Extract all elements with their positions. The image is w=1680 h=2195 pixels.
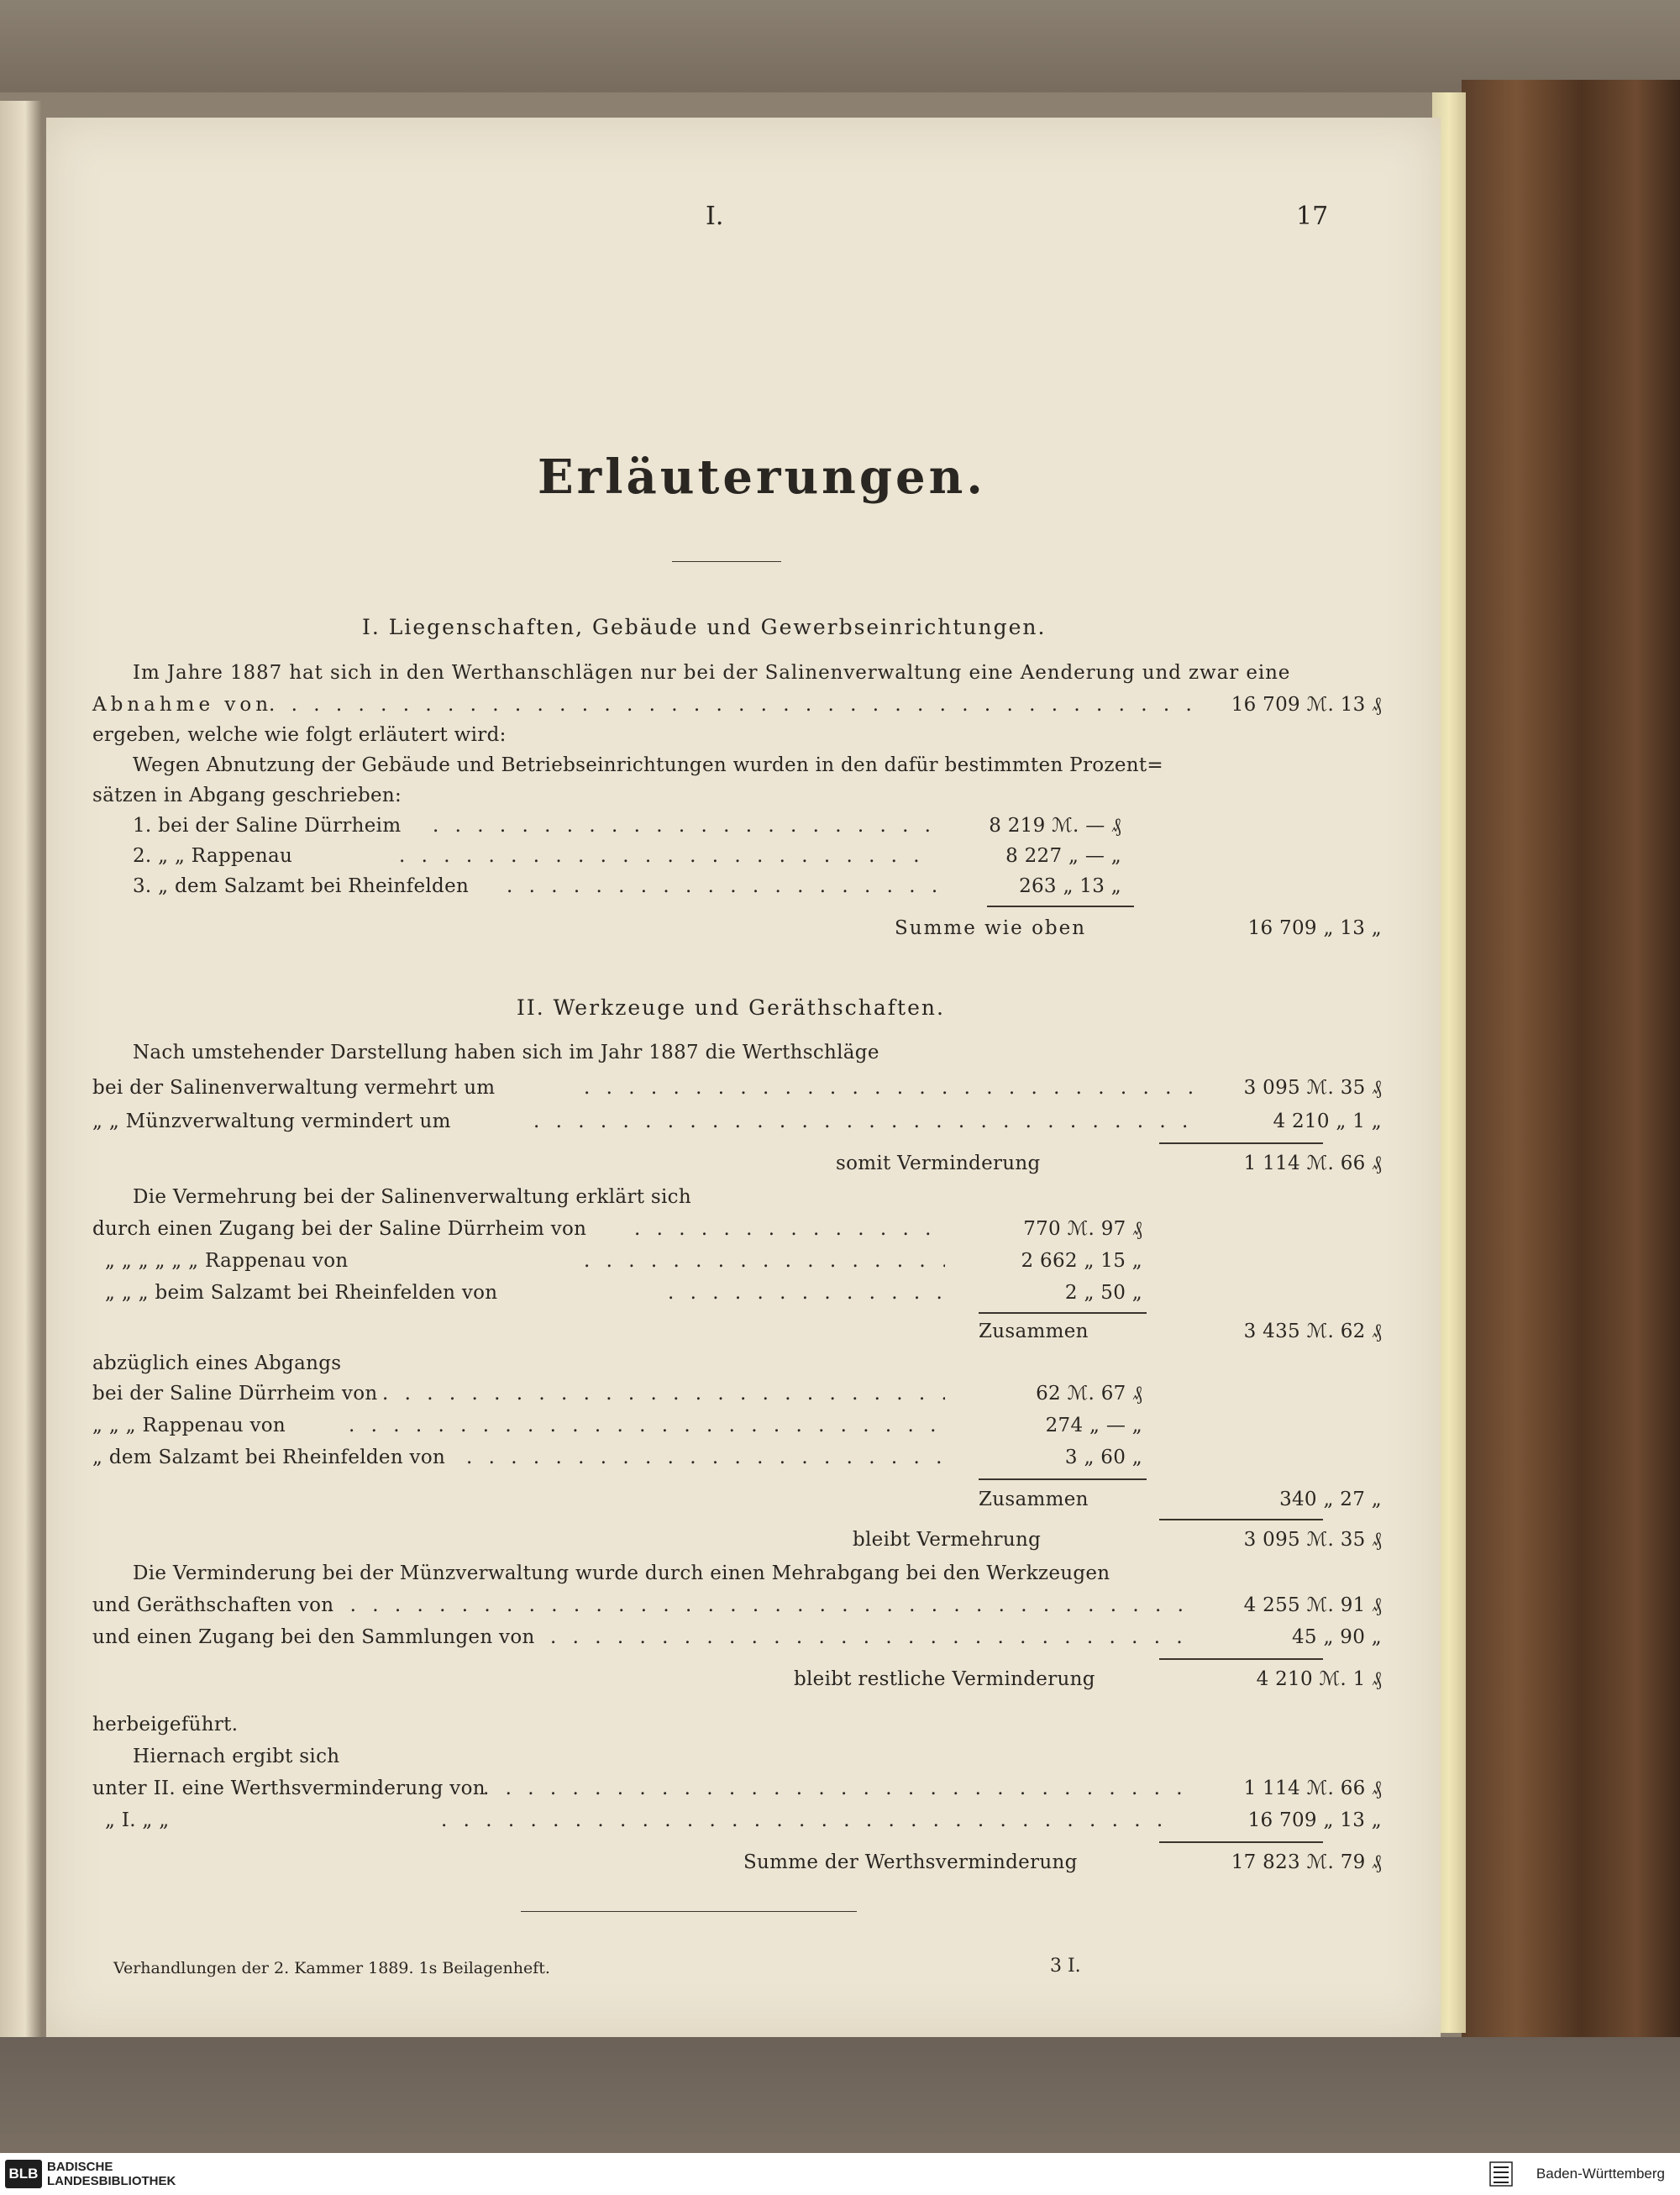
footer-signature: 3 I. <box>1050 1956 1081 1977</box>
leader-dots <box>269 694 1197 716</box>
library-name[interactable] <box>47 2160 176 2188</box>
sum-rule <box>1159 1658 1323 1660</box>
section-1-item-2-amount: 8 227 „ — „ <box>1005 845 1121 867</box>
section-2-abgang-1-amount: 62 ℳ. 67 ₰ <box>1036 1383 1142 1405</box>
page-number: 17 <box>1296 202 1329 231</box>
leader-dots <box>584 1250 945 1272</box>
section-1-paragraph-line-2: sätzen in Abgang geschrieben: <box>92 785 402 806</box>
section-2-zusammen-2-amount: 340 „ 27 „ <box>1279 1489 1382 1510</box>
section-2-row-a2-amount: 4 210 „ 1 „ <box>1273 1111 1382 1132</box>
leader-dots <box>634 1218 945 1240</box>
book-cover-edge <box>1462 80 1680 2037</box>
partner-name[interactable]: Baden-Württemberg <box>1536 2166 1665 2182</box>
section-2-herbei: herbeigeführt. <box>92 1714 239 1736</box>
title-divider <box>672 561 781 562</box>
section-2-intro: Nach umstehender Darstellung haben sich im Jahr 1887 die Werthschläge <box>133 1042 879 1063</box>
section-2-vermehrung-intro: Die Vermehrung bei der Salinenverwaltung erklärt sich <box>133 1186 691 1208</box>
section-1-item-1-label: 1. bei der Saline Dürrheim <box>133 815 402 837</box>
section-1-heading: I. Liegenschaften, Gebäude und Gewerbseinrichtungen. <box>362 615 1047 639</box>
blb-logo[interactable]: BLB <box>5 2160 42 2188</box>
section-2-abgang-3-amount: 3 „ 60 „ <box>1064 1447 1142 1468</box>
sum-rule <box>987 906 1134 907</box>
section-2-abgang-3-label: „ dem Salzamt bei Rheinfelden von <box>92 1447 446 1468</box>
section-2-zugang-2-amount: 2 662 „ 15 „ <box>1021 1250 1142 1272</box>
section-2-abgang-intro: abzüglich eines Abgangs <box>92 1352 342 1374</box>
library-name-line-2: LANDESBIBLIOTHEK <box>47 2174 176 2188</box>
sum-rule <box>1159 1841 1323 1843</box>
section-2-zugang-3-amount: 2 „ 50 „ <box>1064 1282 1142 1304</box>
section-2-bleibt-label: bleibt Vermehrung <box>853 1529 1042 1551</box>
section-1-item-2-label: 2. „ „ Rappenau <box>133 845 293 867</box>
section-1-intro-line-1: Im Jahre 1887 hat sich in den Werthanschlägen nur bei der Salinenverwaltung eine Aenderung und zwar eine <box>133 662 1291 684</box>
section-1-item-3-label: 3. „ dem Salzamt bei Rheinfelden <box>133 875 470 897</box>
section-2-zusammen-1-label: Zusammen <box>979 1321 1089 1342</box>
footer-publication: Verhandlungen der 2. Kammer 1889. 1s Beilagenheft. <box>113 1959 550 1977</box>
section-2-hiernach: Hiernach ergibt sich <box>133 1746 340 1767</box>
section-1-item-1-amount: 8 219 ℳ. — ₰ <box>989 815 1121 837</box>
sum-rule <box>979 1312 1147 1314</box>
page-title: Erläuterungen. <box>538 449 986 505</box>
section-2-somit-amount: 1 114 ℳ. 66 ₰ <box>1243 1153 1382 1174</box>
section-1-sum-amount: 16 709 „ 13 „ <box>1247 917 1382 939</box>
leader-dots <box>507 875 937 897</box>
leader-dots <box>584 1077 1197 1099</box>
footer-divider <box>521 1911 857 1912</box>
sum-rule <box>979 1478 1147 1480</box>
sum-rule <box>1159 1142 1323 1144</box>
section-1-item-3-amount: 263 „ 13 „ <box>1019 875 1121 897</box>
section-2-zusammen-1-amount: 3 435 ℳ. 62 ₰ <box>1243 1321 1382 1342</box>
sum-rule <box>1159 1519 1323 1520</box>
leader-dots <box>668 1282 945 1304</box>
section-2-final-2-amount: 16 709 „ 13 „ <box>1247 1809 1382 1831</box>
section-2-final-1-label: unter II. eine Werthsverminderung von <box>92 1778 486 1799</box>
leader-dots <box>349 1415 945 1436</box>
baden-wuerttemberg-seal-icon <box>1488 2161 1514 2187</box>
section-2-vm-2-amount: 45 „ 90 „ <box>1292 1626 1382 1648</box>
section-2-abgang-2-amount: 274 „ — „ <box>1045 1415 1142 1436</box>
section-1-paragraph-line-1: Wegen Abnutzung der Gebäude und Betriebseinrichtungen wurden in den dafür bestimmten Prozent= <box>133 754 1163 776</box>
section-2-total-amount: 17 823 ℳ. 79 ₰ <box>1231 1851 1382 1873</box>
leader-dots <box>399 845 937 867</box>
section-2-zugang-1-label: durch einen Zugang bei der Saline Dürrheim von <box>92 1218 587 1240</box>
section-1-intro-line-3: ergeben, welche wie folgt erläutert wird: <box>92 724 507 746</box>
section-2-zugang-1-amount: 770 ℳ. 97 ₰ <box>1023 1218 1142 1240</box>
header-section-number: I. <box>706 202 724 231</box>
section-2-abgang-1-label: bei der Saline Dürrheim von <box>92 1383 378 1405</box>
section-2-final-2-label: „ I. „ „ <box>105 1809 170 1831</box>
viewer-footer-bar <box>0 2153 1680 2195</box>
section-2-abgang-2-label: „ „ „ Rappenau von <box>92 1415 286 1436</box>
section-2-vm-1-amount: 4 255 ℳ. 91 ₰ <box>1243 1594 1382 1616</box>
leader-dots <box>441 1809 1180 1831</box>
section-2-row-a1-amount: 3 095 ℳ. 35 ₰ <box>1243 1077 1382 1099</box>
section-2-zusammen-2-label: Zusammen <box>979 1489 1089 1510</box>
leader-dots <box>328 1594 1197 1616</box>
section-2-vm-2-label: und einen Zugang bei den Sammlungen von <box>92 1626 535 1648</box>
section-2-final-1-amount: 1 114 ℳ. 66 ₰ <box>1243 1778 1382 1799</box>
section-2-row-a2-label: „ „ Münzverwaltung vermindert um <box>92 1111 451 1132</box>
document-page <box>46 118 1441 2037</box>
leader-dots <box>466 1447 945 1468</box>
section-2-restlich-label: bleibt restliche Verminderung <box>794 1668 1095 1690</box>
facing-page-edge <box>0 101 42 2041</box>
section-2-heading: II. Werkzeuge und Geräthschaften. <box>517 995 945 1020</box>
section-1-total-amount: 16 709 ℳ. 13 ₰ <box>1231 694 1382 716</box>
leader-dots <box>483 1778 1197 1799</box>
section-2-vm-1-label: und Geräthschaften von <box>92 1594 334 1616</box>
section-2-total-label: Summe der Werthsverminderung <box>743 1851 1078 1873</box>
section-2-bleibt-amount: 3 095 ℳ. 35 ₰ <box>1243 1529 1382 1551</box>
leader-dots <box>550 1626 1197 1648</box>
leader-dots <box>533 1111 1197 1132</box>
section-2-somit-label: somit Verminderung <box>836 1153 1041 1174</box>
section-1-intro-line-2: Abnahme von <box>92 694 273 716</box>
scan-background-top <box>0 0 1680 92</box>
leader-dots <box>433 815 937 837</box>
section-2-restlich-amount: 4 210 ℳ. 1 ₰ <box>1256 1668 1382 1690</box>
library-name-line-1: BADISCHE <box>47 2160 113 2174</box>
section-2-row-a1-label: bei der Salinenverwaltung vermehrt um <box>92 1077 496 1099</box>
scan-background-bottom <box>0 2037 1680 2153</box>
section-2-zugang-2-label: „ „ „ „ „ „ Rappenau von <box>105 1250 349 1272</box>
section-2-zugang-3-label: „ „ „ beim Salzamt bei Rheinfelden von <box>105 1282 498 1304</box>
leader-dots <box>382 1383 945 1405</box>
section-1-sum-label: Summe wie oben <box>895 917 1087 939</box>
section-2-verminderung-intro: Die Verminderung bei der Münzverwaltung wurde durch einen Mehrabgang bei den Werkzeugen <box>133 1562 1110 1584</box>
